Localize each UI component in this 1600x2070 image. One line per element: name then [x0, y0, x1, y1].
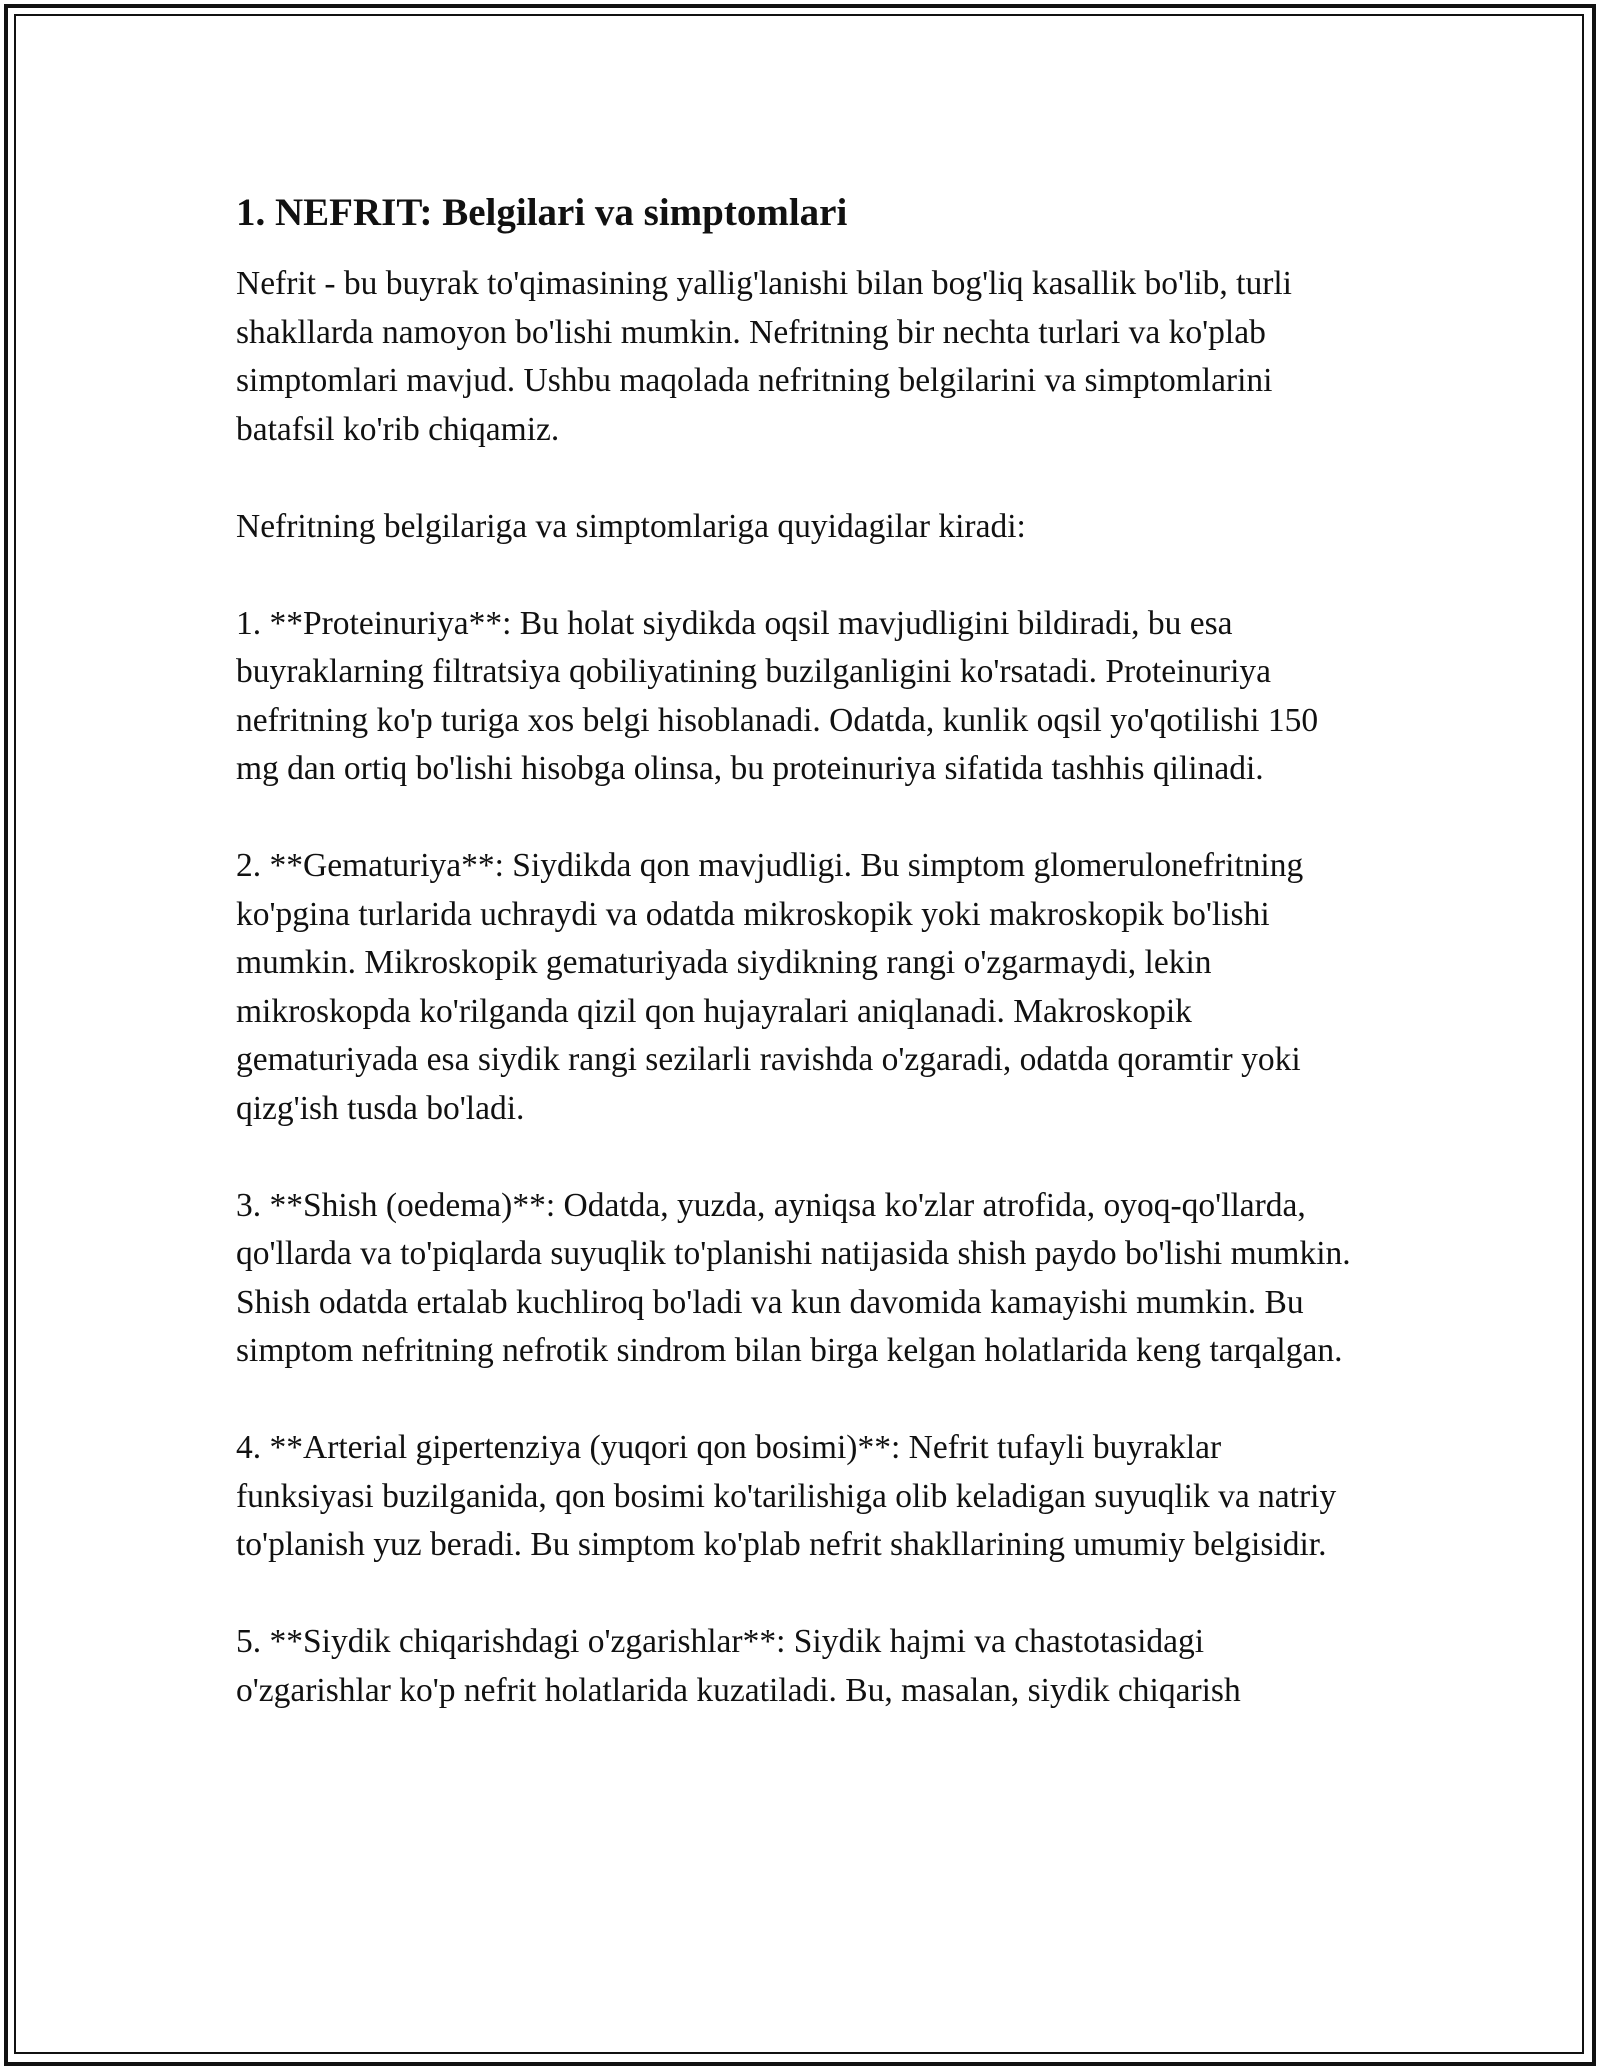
- hematuria-paragraph: 2. **Gematuriya**: Siydikda qon mavjudligi. Bu simptom glomerulonefritning ko'pgina turlarida uchraydi va odatda mikroskopik yoki makroskopik bo'lishi mumkin. Mikroskopik gematuriyada siydikning rangi o'zgarmaydi, lekin mikroskopda ko'rilganda qizil qon hujayralari aniqlanadi. Makroskopik gematuriyada esa siydik rangi sezilarli ravishda o'zgaradi, odatda qoramtir yoki qizg'ish tusda bo'ladi.: [236, 847, 1304, 1127]
- hypertension-paragraph: 4. **Arterial gipertenziya (yuqori qon bosimi)**: Nefrit tufayli buyraklar funksiyasi buzilganida, qon bosimi ko'tarilishiga olib keladigan suyuqlik va natriy to'planish yuz beradi. Bu simptom ko'plab nefrit shakllarining umumiy belgisidir.: [236, 1429, 1337, 1563]
- document-title: 1. NEFRIT: Belgilari va simptomlari: [236, 191, 848, 234]
- document-body: [236, 186, 1366, 1715]
- list-intro-paragraph: Nefritning belgilariga va simptomlariga quyidagilar kiradi:: [236, 507, 1026, 545]
- proteinuria-paragraph: 1. **Proteinuriya**: Bu holat siydikda oqsil mavjudligini bildiradi, bu esa buyraklarning filtratsiya qobiliyatining buzilganligini ko'rsatadi. Proteinuriya nefritning ko'p turiga xos belgi hisoblanadi. Odatda, kunlik oqsil yo'qotilishi 150 mg dan ortiq bo'lishi hisobga olinsa, bu proteinuriya sifatida tashhis qilinadi.: [236, 604, 1319, 787]
- urination-changes-paragraph: 5. **Siydik chiqarishdagi o'zgarishlar**: Siydik hajmi va chastotasidagi o'zgarishlar ko'p nefrit holatlarida kuzatiladi. Bu, masalan, siydik chiqarish: [236, 1623, 1241, 1709]
- edema-paragraph: 3. **Shish (oedema)**: Odatda, yuzda, ayniqsa ko'zlar atrofida, oyoq-qo'llarda, qo'llarda va to'piqlarda suyuqlik to'planishi natijasida shish paydo bo'lishi mumkin. Shish odatda ertalab kuchliroq bo'ladi va kun davomida kamayishi mumkin. Bu simptom nefritning nefrotik sindrom bilan birga kelgan holatlarida keng tarqalgan.: [236, 1186, 1351, 1369]
- intro-paragraph: Nefrit - bu buyrak to'qimasining yallig'lanishi bilan bog'liq kasallik bo'lib, turli shakllarda namoyon bo'lishi mumkin. Nefritning bir nechta turlari va ko'plab simptomlari mavjud. Ushbu maqolada nefritning belgilarini va simptomlarini batafsil ko'rib chiqamiz.: [236, 265, 1292, 448]
